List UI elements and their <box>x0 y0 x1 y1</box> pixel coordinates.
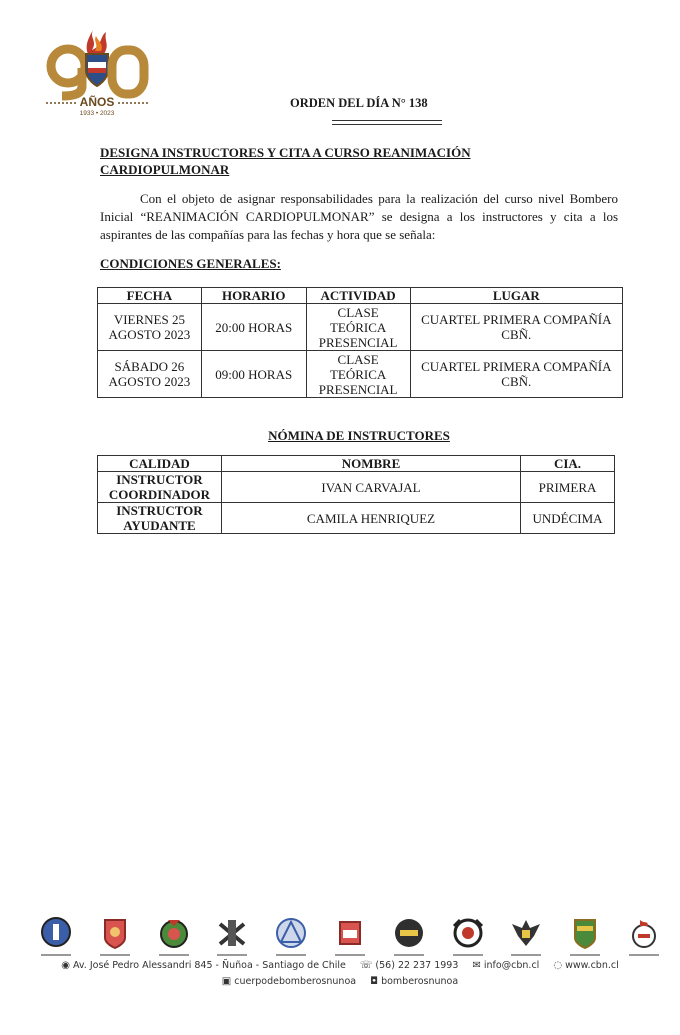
cell-lugar <box>410 304 622 351</box>
table-row <box>98 304 623 351</box>
company-emblem <box>269 916 313 956</box>
company-emblem <box>152 916 196 956</box>
cell-text: CUARTEL PRIMERA COMPAÑÍA <box>421 312 612 327</box>
company-emblem <box>387 916 431 956</box>
footer-instagram[interactable]: bomberosnunoa <box>381 976 459 987</box>
order-title: ORDEN DEL DÍA N° 138 <box>290 96 428 110</box>
col-header-fecha: FECHA <box>98 288 202 304</box>
instructors-table <box>97 455 615 534</box>
cell-nombre: CAMILA HENRIQUEZ <box>221 503 520 534</box>
table-row <box>98 351 623 398</box>
cell-calidad <box>98 472 222 503</box>
footer-email[interactable]: info@cbn.cl <box>483 960 540 971</box>
subject-heading <box>100 144 520 178</box>
company-emblems-row <box>34 910 666 956</box>
cell-text: VIERNES 25 <box>113 312 185 327</box>
col-header-horario: HORARIO <box>201 288 306 304</box>
table-row <box>98 503 615 534</box>
conditions-header-row <box>98 288 623 304</box>
footer-phone: (56) 22 237 1993 <box>375 960 459 971</box>
subject-line-1: DESIGNA INSTRUCTORES Y CITA A CURSO REANIMACIÓN <box>100 145 471 160</box>
cell-actividad <box>306 351 410 398</box>
footer-social-line <box>0 976 680 987</box>
cell-actividad <box>306 304 410 351</box>
cell-fecha <box>98 304 202 351</box>
instructors-heading: NÓMINA DE INSTRUCTORES <box>268 428 450 443</box>
cell-text: CLASE <box>337 351 379 367</box>
subject-line-2: CARDIOPULMONAR <box>100 162 230 177</box>
cell-text: SÁBADO 26 <box>114 359 185 374</box>
conditions-table <box>97 287 623 398</box>
col-header-lugar: LUGAR <box>410 288 622 304</box>
col-header-cia: CIA. <box>521 456 615 472</box>
cell-cia: PRIMERA <box>521 472 615 503</box>
cell-text: AGOSTO 2023 <box>108 374 191 389</box>
cell-text: PRESENCIAL <box>318 334 398 350</box>
company-emblem <box>210 916 254 956</box>
location-icon: ◉ <box>61 960 70 971</box>
cell-lugar <box>410 351 622 398</box>
footer-web[interactable]: www.cbn.cl <box>565 960 619 971</box>
anniversary-logo <box>38 24 156 116</box>
cell-nombre: IVAN CARVAJAL <box>221 472 520 503</box>
anniversary-logo-graphic <box>38 24 156 116</box>
cell-text: TEÓRICA <box>329 366 387 382</box>
cell-text: INSTRUCTOR <box>116 503 203 518</box>
company-emblem <box>34 916 78 956</box>
col-header-nombre: NOMBRE <box>221 456 520 472</box>
footer-address: Av. José Pedro Alessandri 845 - Ñuñoa - Santiago de Chile <box>72 960 346 971</box>
cell-text: CBÑ. <box>501 327 532 342</box>
company-emblem <box>93 916 137 956</box>
company-emblem <box>563 916 607 956</box>
company-emblem <box>328 916 372 956</box>
cell-text: TEÓRICA <box>329 319 387 335</box>
company-emblem <box>446 916 490 956</box>
conditions-heading: CONDICIONES GENERALES: <box>100 256 281 271</box>
cell-cia: UNDÉCIMA <box>521 503 615 534</box>
company-emblem <box>504 916 548 956</box>
email-icon: ✉ <box>472 960 481 971</box>
facebook-icon: ▣ <box>221 976 232 987</box>
cell-fecha <box>98 351 202 398</box>
cell-text: AYUDANTE <box>123 518 196 533</box>
instagram-icon: ◘ <box>370 976 379 987</box>
footer-contact-line <box>0 960 680 971</box>
col-header-actividad: ACTIVIDAD <box>306 288 410 304</box>
web-icon: ◌ <box>553 960 563 971</box>
footer-facebook[interactable]: cuerpodebomberosnunoa <box>234 976 357 987</box>
cell-text: COORDINADOR <box>108 487 211 502</box>
cell-text: CUARTEL PRIMERA COMPAÑÍA <box>421 359 612 374</box>
cell-text: INSTRUCTOR <box>116 472 203 487</box>
instructors-header-row <box>98 456 615 472</box>
company-emblem <box>622 916 666 956</box>
logo-years: 1933 • 2023 <box>79 110 115 116</box>
title-double-rule <box>332 120 442 125</box>
instructors-heading-wrap <box>0 428 680 444</box>
body-paragraph: Con el objeto de asignar responsabilidades para la realización del curso nivel Bombero Inicial “REANIMACIÓN CARDIOPULMONAR” se designa a los instructores y cita a los aspirantes de las compañías para las fechas y hora que se señala: <box>100 191 618 242</box>
cell-text: CLASE <box>337 304 379 320</box>
col-header-calidad: CALIDAD <box>98 456 222 472</box>
cell-calidad <box>98 503 222 534</box>
cell-horario: 09:00 HORAS <box>201 351 306 398</box>
cell-horario: 20:00 HORAS <box>201 304 306 351</box>
cell-text: CBÑ. <box>501 374 532 389</box>
table-row <box>98 472 615 503</box>
phone-icon: ☏ <box>359 960 373 971</box>
logo-word: AÑOS <box>79 95 115 109</box>
cell-text: PRESENCIAL <box>318 381 398 397</box>
cell-text: AGOSTO 2023 <box>108 327 191 342</box>
